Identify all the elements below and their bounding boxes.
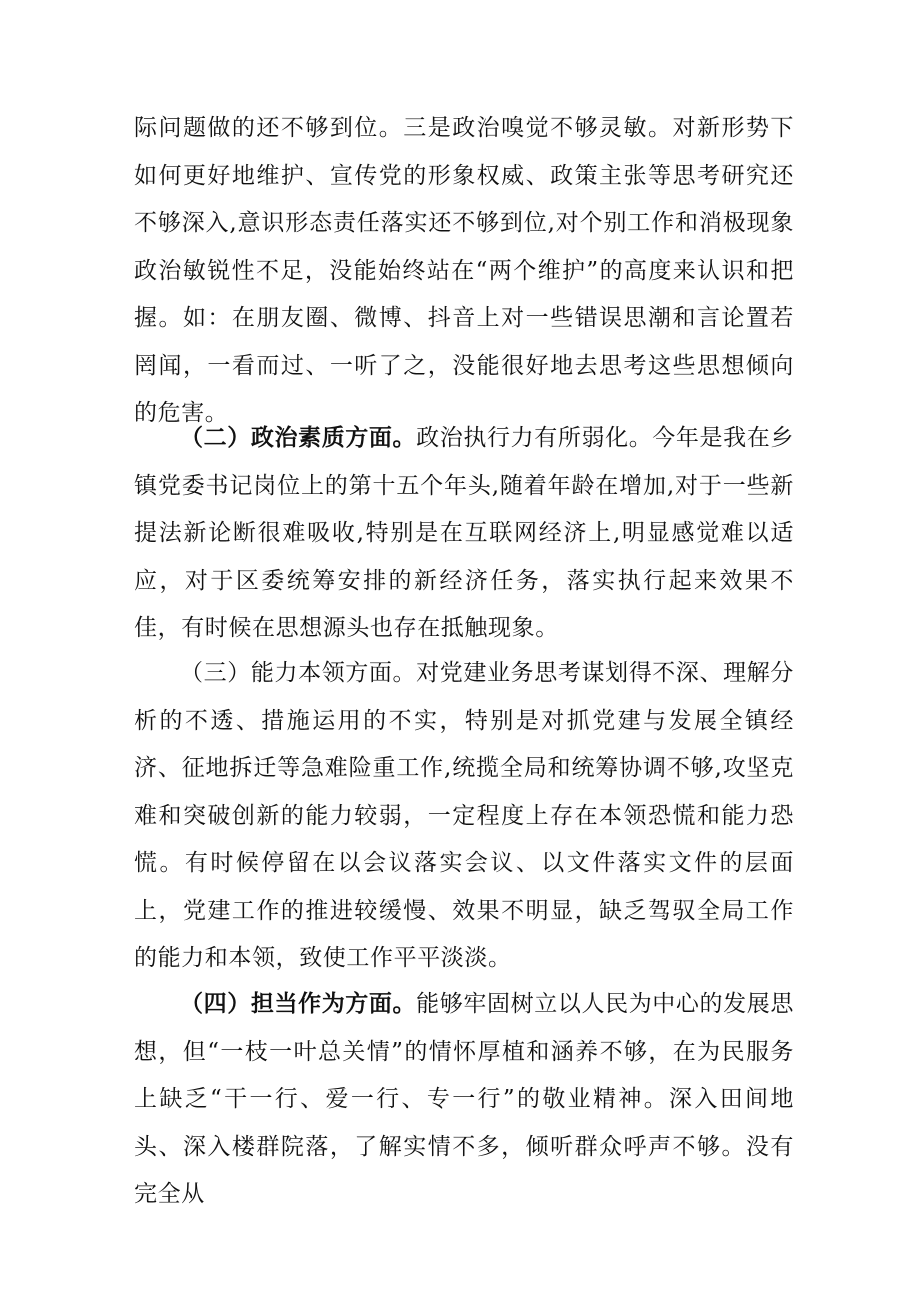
paragraph-capability [134, 650, 794, 983]
paragraph-text: （三）能力本领方面。对党建业务思考谋划得不深、理解分析的不透、措施运用的不实，特别是对抓党建与发展全镇经济、征地拆迁等急难险重工作,统揽全局和统筹协调不够,攻坚克难和突破创新的能力较弱，一定程度上存在本领恐慌和能力恐慌。有时候停留在以会议落实会议、以文件落实文件的层面上，党建工作的推进较缓慢、效果不明显，缺乏驾驭全局工作的能力和本领，致使工作平平淡淡。 [134, 660, 794, 971]
paragraph-text: 政治执行力有所弱化。今年是我在乡镇党委书记岗位上的第十五个年头,随着年龄在增加,对于一些新提法新论断很难吸收,特别是在互联网经济上,明显感觉难以适应，对于区委统筹安排的新经济任务，落实执行起来效果不佳，有时候在思想源头也存在抵触现象。 [134, 425, 794, 641]
section-heading-political-quality: （二）政治素质方面。 [180, 424, 417, 451]
paragraph-text: 能够牢固树立以人民为中心的发展思想，但“一枝一叶总关情”的情怀厚植和涵养不够，在为民服务上缺乏“干一行、爱一行、专一行”的敬业精神。深入田间地头、深入楼群院落，了解实情不多，倾听群众呼声不够。没有完全从 [134, 991, 794, 1207]
paragraph-body [134, 414, 794, 653]
paragraph-body [134, 980, 794, 1219]
paragraph-text: 际问题做的还不够到位。三是政治嗅觉不够灵敏。对新形势下如何更好地维护、宣传党的形象权威、政策主张等思考研究还不够深入,意识形态责任落实还不够到位,对个别工作和消极现象政治敏锐性不足，没能始终站在“两个维护”的高度来认识和把握。如：在朋友圈、微博、抖音上对一些错误思潮和言论置若罔闻，一看而过、一听了之，没能很好地去思考这些思想倾向的危害。 [134, 115, 794, 426]
paragraph-responsibility [134, 980, 794, 1219]
paragraph-political-awareness [134, 105, 794, 438]
paragraph-political-quality [134, 414, 794, 653]
section-heading-responsibility: （四）担当作为方面。 [180, 990, 417, 1017]
